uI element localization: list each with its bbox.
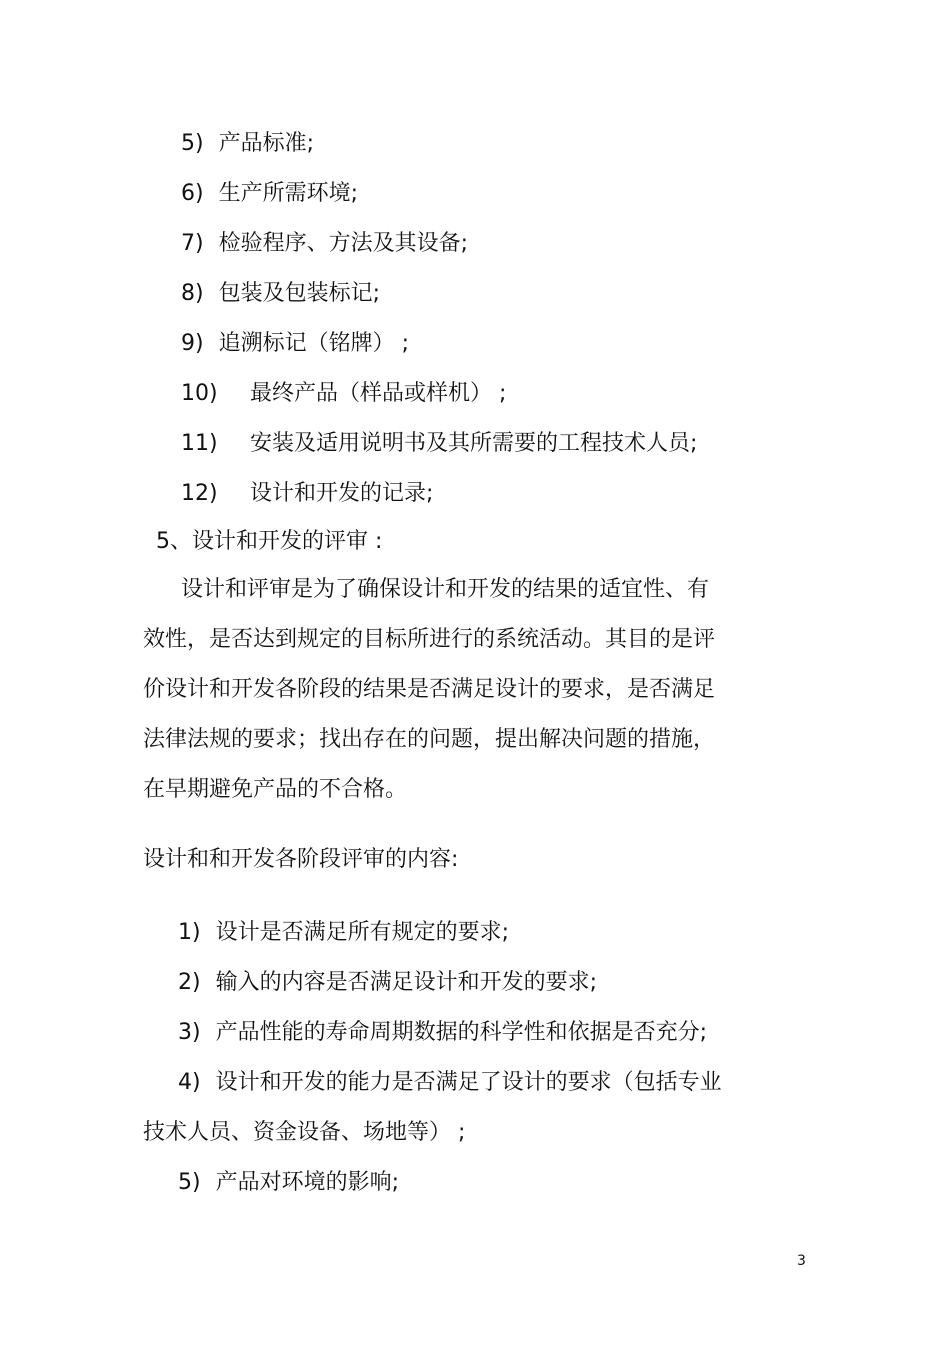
list-number: 4) xyxy=(178,1070,201,1095)
list-number: 2) xyxy=(178,970,201,995)
list-item-continuation xyxy=(143,1118,465,1148)
list-number: 9) xyxy=(181,331,204,356)
list-item xyxy=(181,479,433,509)
list-number: 11) xyxy=(181,431,218,456)
list-item xyxy=(181,379,506,409)
list-number: 7) xyxy=(181,231,204,256)
list-item xyxy=(178,968,597,998)
list-text: 设计和开发的记录; xyxy=(250,481,434,506)
list-text: 技术人员、资金设备、场地等） ; xyxy=(143,1120,466,1145)
list-text: 包装及包装标记; xyxy=(218,281,381,306)
list-number: 5) xyxy=(178,1170,201,1195)
list-number: 1) xyxy=(178,920,201,945)
list-number: 3) xyxy=(178,1020,201,1045)
list-item xyxy=(181,329,409,359)
list-item xyxy=(181,129,314,159)
list-number: 8) xyxy=(181,281,204,306)
list-text: 生产所需环境; xyxy=(218,181,359,206)
list-number: 10) xyxy=(181,381,218,406)
paragraph-line: 在早期避免产品的不合格。 xyxy=(143,777,408,802)
list-text: 追溯标记（铭牌） ; xyxy=(218,331,409,356)
list-text: 最终产品（样品或样机） ; xyxy=(250,381,507,406)
list-text: 产品性能的寿命周期数据的科学性和依据是否充分; xyxy=(215,1020,708,1045)
list-item xyxy=(178,1068,722,1098)
list-text: 安装及适用说明书及其所需要的工程技术人员; xyxy=(250,431,698,456)
paragraph-line: 价设计和开发各阶段的结果是否满足设计的要求，是否满足 xyxy=(143,677,716,702)
paragraph-line: 设计和评审是为了确保设计和开发的结果的适宜性、有 xyxy=(181,577,710,602)
list-item xyxy=(178,1018,707,1048)
list-item xyxy=(181,429,697,459)
subheading: 设计和和开发各阶段评审的内容: xyxy=(143,847,459,872)
section-heading: 5、设计和开发的评审 : xyxy=(156,529,383,554)
list-text: 检验程序、方法及其设备; xyxy=(218,231,469,256)
paragraph-line: 法律法规的要求；找出存在的问题，提出解决问题的措施， xyxy=(143,727,716,752)
paragraph-line: 效性，是否达到规定的目标所进行的系统活动。其目的是评 xyxy=(143,627,716,652)
list-number: 5) xyxy=(181,131,204,156)
list-item xyxy=(178,918,509,948)
list-number: 6) xyxy=(181,181,204,206)
list-item xyxy=(181,179,358,209)
list-text: 输入的内容是否满足设计和开发的要求; xyxy=(215,970,598,995)
list-number: 12) xyxy=(181,481,218,506)
list-text: 产品标准; xyxy=(218,131,315,156)
list-text: 设计和开发的能力是否满足了设计的要求（包括专业 xyxy=(215,1070,722,1095)
list-text: 设计是否满足所有规定的要求; xyxy=(215,920,510,945)
list-item xyxy=(178,1168,399,1198)
page-number: 3 xyxy=(797,1253,806,1269)
list-text: 产品对环境的影响; xyxy=(215,1170,400,1195)
list-item xyxy=(181,229,468,259)
list-item xyxy=(181,279,380,309)
